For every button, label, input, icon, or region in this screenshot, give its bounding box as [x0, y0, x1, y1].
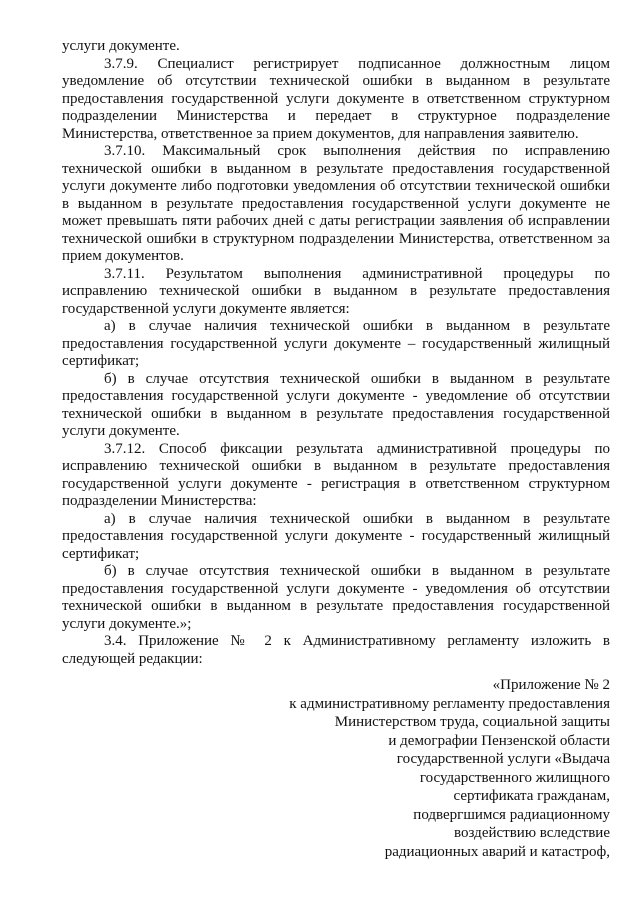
- paragraph-3-7-12-a: а) в случае наличия технической ошибки в выданном в результате предоставления государственной услуги документе - государственный жилищный сертификат;: [62, 510, 610, 562]
- paragraph-3-7-12: 3.7.12. Способ фиксации результата административной процедуры по исправлению технической ошибки в выданном в результате предоставления государственной услуги документе - регистрация в ответственном структурном подразделении Министерства:: [62, 440, 610, 509]
- appendix-line: воздействию вследствие: [454, 825, 610, 841]
- appendix-line: «Приложение № 2: [492, 677, 610, 693]
- appendix-line: подвергшимся радиационному: [413, 806, 610, 823]
- appendix-line: Министерством труда, социальной защиты: [334, 714, 610, 730]
- appendix-line: государственной услуги «Выдача: [396, 751, 610, 767]
- appendix-line: радиационных аварий и катастроф,: [384, 843, 610, 860]
- paragraph-3-7-10: 3.7.10. Максимальный срок выполнения действия по исправлению технической ошибки в выданном в результате предоставления государственной услуги документе либо подготовки уведомления об отсутствии технической ошибки в выданном в результате предоставления государственной услуги документе не может превышать пяти рабочих дней с даты регистрации заявления об исправлении технической ошибки в структурном подразделении Министерства, ответственном за прием документов.: [62, 143, 610, 264]
- appendix-line: государственного жилищного: [419, 769, 610, 786]
- paragraph-3-4: 3.4. Приложение № 2 к Административному регламенту изложить в следующей редакции:: [62, 633, 610, 667]
- paragraph-3-7-11-a: а) в случае наличия технической ошибки в выданном в результате предоставления государственной услуги документе – государственный жилищный сертификат;: [62, 318, 610, 369]
- paragraph-3-7-11: 3.7.11. Результатом выполнения административной процедуры по исправлению технической ошибки в выданном в результате предоставления государственной услуги документе является:: [62, 265, 610, 317]
- appendix-header: [62, 676, 610, 861]
- appendix-line: сертификата гражданам,: [453, 788, 610, 804]
- paragraph-3-7-12-b: б) в случае отсутствия технической ошибки в выданном в результате предоставления государственной услуги документе - уведомления об отсутствии технической ошибки в выданном в результате предоставления государственной услуги документе.»;: [62, 563, 610, 632]
- paragraph-continuation: услуги документе.: [62, 38, 180, 54]
- paragraph-3-7-11-b: б) в случае отсутствия технической ошибки в выданном в результате предоставления государственной услуги документе - уведомление об отсутствии технической ошибки в выданном в результате предоставления государственной услуги документе.: [62, 370, 610, 439]
- paragraph-3-7-9: 3.7.9. Специалист регистрирует подписанное должностным лицом уведомление об отсутствии технической ошибки в выданном в результате предоставления государственной услуги документе в ответственном структурном подразделении Министерства и передает в структурное подразделение Министерства, ответственное за прием документов, для направления заявителю.: [62, 55, 610, 142]
- body-text: [62, 38, 610, 668]
- appendix-line: и демографии Пензенской области: [388, 732, 610, 749]
- appendix-line: к административному регламенту предоставления: [289, 695, 610, 712]
